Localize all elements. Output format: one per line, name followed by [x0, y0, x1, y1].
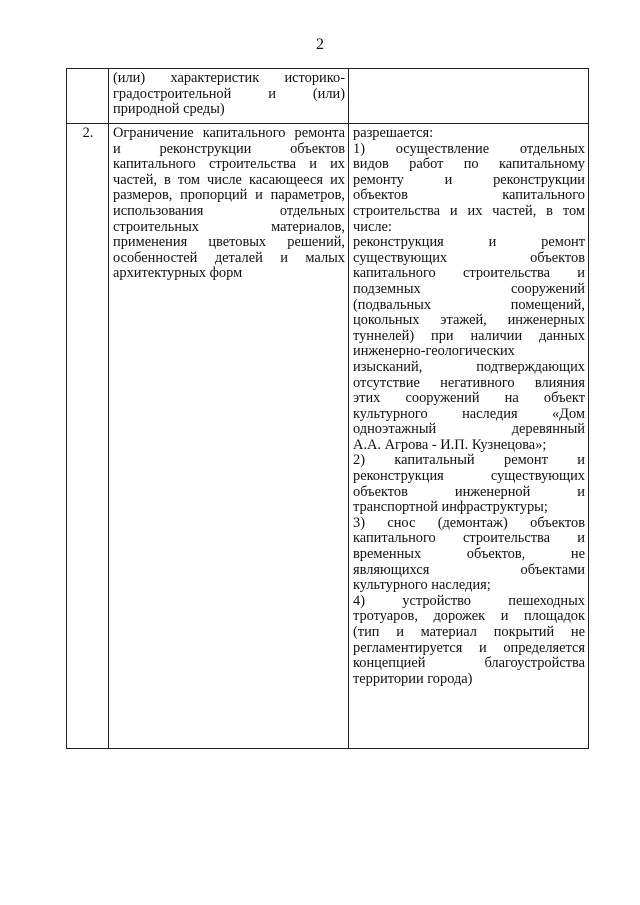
regulation-line: числе: [353, 218, 392, 235]
description-line: применения цветовых решений, [113, 234, 345, 251]
description-line: (или) характеристик историко- [113, 70, 345, 86]
regulation-line: А.А. Агрова - И.П. Кузнецова»; [353, 436, 547, 453]
description-line: капитального строительства и их [113, 156, 345, 173]
regulation-line: капитального строительства и [353, 265, 585, 282]
regulation-line: реконструкция существующих [353, 468, 585, 485]
row-number-cell [67, 69, 109, 124]
regulation-line: видов работ по капитальному [353, 156, 585, 173]
regulation-line: разрешается: [353, 125, 434, 141]
regulation-line: этих сооружений на объект [353, 390, 585, 407]
regulation-line: строительства и их частей, в том [353, 202, 585, 219]
regulation-line: изысканий, подтверждающих [353, 358, 585, 375]
regulation-line: отсутствие негативного влияния [353, 374, 585, 391]
regulation-line: капитального строительства и [353, 530, 585, 547]
table-row [67, 69, 589, 124]
description-line: строительных материалов, [113, 218, 345, 235]
regulation-line: являющихся объектами [353, 561, 585, 578]
regulation-line: ремонту и реконструкции [353, 171, 585, 188]
description-line: использования отдельных [113, 202, 345, 219]
description-cell [109, 69, 349, 124]
page-number: 2 [316, 36, 324, 53]
description-line: размеров, пропорций и параметров, [113, 187, 345, 204]
regulation-line: территории города) [353, 670, 473, 687]
regulation-line: временных объектов, не [353, 546, 585, 563]
regulation-line: одноэтажный деревянный [353, 421, 585, 438]
regulation-line: подземных сооружений [353, 280, 585, 297]
description-line: и реконструкции объектов [113, 140, 345, 157]
description-line: градостроительной и (или) [113, 85, 345, 102]
description-line: природной среды) [113, 101, 225, 118]
regulation-line: 3) снос (демонтаж) объектов [353, 514, 585, 531]
description-line: особенностей деталей и малых [113, 249, 345, 266]
regulation-line: объектов капитального [353, 187, 585, 204]
regulation-line: туннелей) при наличии данных [353, 327, 585, 344]
description-line: частей, в том числе касающееся их [113, 171, 345, 188]
regulation-line: существующих объектов [353, 249, 585, 266]
regulation-line: цокольных этажей, инженерных [353, 312, 585, 329]
regulation-line: культурного наследия «Дом [353, 405, 585, 422]
table-row [67, 124, 589, 749]
regulation-line: 4) устройство пешеходных [353, 592, 585, 609]
regulation-line: реконструкция и ремонт [353, 234, 585, 251]
regulation-line: 1) осуществление отдельных [353, 140, 585, 157]
regulation-line: объектов инженерной и [353, 483, 585, 500]
regulation-line: (подвальных помещений, [353, 296, 585, 313]
regulation-line: (тип и материал покрытий не [353, 624, 585, 640]
row-number-cell: 2. [67, 124, 109, 749]
regulation-line: регламентируется и определяется [353, 639, 585, 656]
regulation-text [353, 126, 585, 687]
regulation-line: 2) капитальный ремонт и [353, 452, 585, 469]
regulation-line: инженерно-геологических [353, 343, 515, 360]
restrictions-table [66, 68, 589, 749]
regulation-line: тротуаров, дорожек и площадок [353, 608, 585, 625]
description-cell [109, 124, 349, 749]
regulation-line: концепцией благоустройства [353, 655, 585, 672]
regulation-cell [349, 69, 589, 124]
regulation-line: транспортной инфраструктуры; [353, 499, 548, 516]
regulation-line: культурного наследия; [353, 577, 491, 594]
regulation-cell [349, 124, 589, 749]
description-line: Ограничение капитального ремонта [113, 125, 345, 141]
description-line: архитектурных форм [113, 265, 243, 282]
